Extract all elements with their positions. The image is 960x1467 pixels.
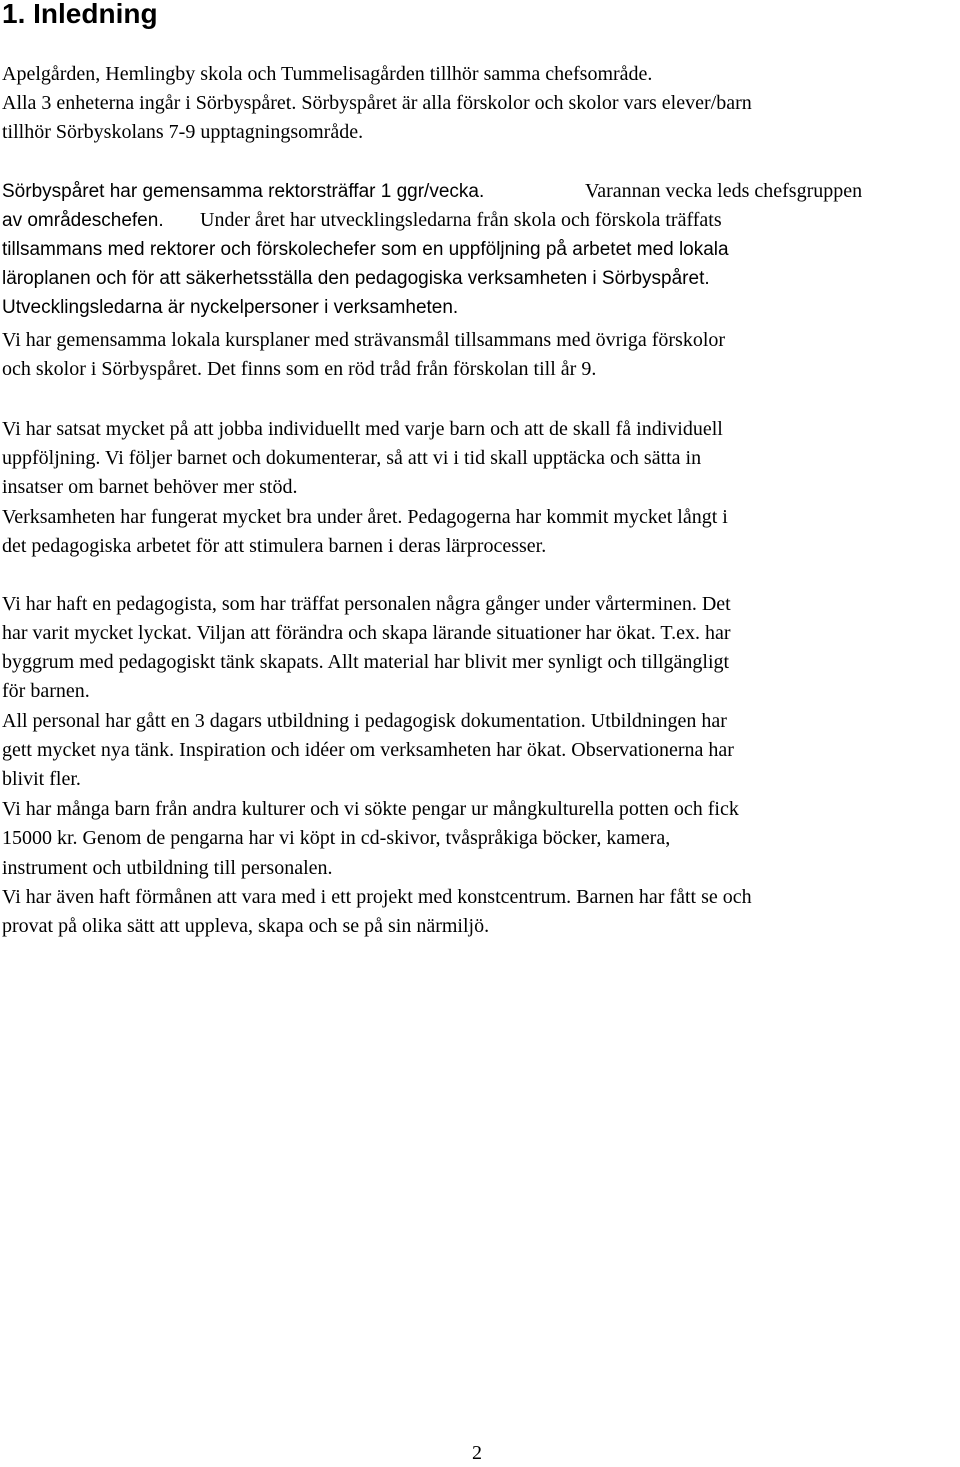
body-line: av områdeschefen.: [2, 210, 164, 231]
body-line: tillsammans med rektorer och förskolechefer som en uppföljning på arbetet med lokala: [2, 239, 729, 260]
body-line: Alla 3 enheterna ingår i Sörbyspåret. Sörbyspåret är alla förskolor och skolor vars elever/barn: [2, 92, 752, 114]
body-line: Vi har satsat mycket på att jobba individuellt med varje barn och att de skall få individuell: [2, 418, 723, 440]
body-line: Vi har även haft förmånen att vara med i ett projekt med konstcentrum. Barnen har fått se och: [2, 886, 752, 908]
body-line: Vi har haft en pedagogista, som har träffat personalen några gånger under vårterminen. Det: [2, 593, 731, 615]
section-heading: 1. Inledning: [2, 0, 158, 29]
body-line: läroplanen och för att säkerhetsställa den pedagogiska verksamheten i Sörbyspåret.: [2, 268, 710, 289]
body-line: för barnen.: [2, 680, 90, 702]
body-line: Sörbyspåret har gemensamma rektorsträffar 1 ggr/vecka.: [2, 181, 485, 202]
body-line: det pedagogiska arbetet för att stimulera barnen i deras lärprocesser.: [2, 535, 547, 557]
body-line: insatser om barnet behöver mer stöd.: [2, 476, 298, 498]
body-line: Vi har gemensamma lokala kursplaner med strävansmål tillsammans med övriga förskolor: [2, 329, 726, 351]
body-line: Verksamheten har fungerat mycket bra under året. Pedagogerna har kommit mycket långt i: [2, 506, 728, 528]
body-line: har varit mycket lyckat. Viljan att förändra och skapa lärande situationer har ökat. T.ex. har: [2, 622, 731, 644]
page-number: 2: [472, 1442, 482, 1464]
body-line: 15000 kr. Genom de pengarna har vi köpt in cd-skivor, tvåspråkiga böcker, kamera,: [2, 827, 671, 849]
body-line: Under året har utvecklingsledarna från skola och förskola träffats: [200, 209, 722, 231]
body-line: gett mycket nya tänk. Inspiration och idéer om verksamheten har ökat. Observationerna har: [2, 739, 734, 761]
body-line: Apelgården, Hemlingby skola och Tummelisagården tillhör samma chefsområde.: [2, 63, 653, 85]
body-line: Varannan vecka leds chefsgruppen: [585, 180, 863, 202]
body-line: och skolor i Sörbyspåret. Det finns som en röd tråd från förskolan till år 9.: [2, 358, 597, 380]
body-line: provat på olika sätt att uppleva, skapa och se på sin närmiljö.: [2, 915, 490, 937]
body-line: tillhör Sörbyskolans 7-9 upptagningsområde.: [2, 121, 364, 143]
body-line: uppföljning. Vi följer barnet och dokumenterar, så att vi i tid skall upptäcka och sätta in: [2, 447, 702, 469]
body-line: byggrum med pedagogiskt tänk skapats. Allt material har blivit mer synligt och tillgängligt: [2, 651, 730, 673]
body-line: All personal har gått en 3 dagars utbildning i pedagogisk dokumentation. Utbildningen har: [2, 710, 727, 732]
body-line: Utvecklingsledarna är nyckelpersoner i verksamheten.: [2, 297, 459, 318]
body-line: blivit fler.: [2, 768, 81, 790]
body-line: instrument och utbildning till personalen.: [2, 857, 333, 879]
body-line: Vi har många barn från andra kulturer och vi sökte pengar ur mångkulturella potten och fick: [2, 798, 739, 820]
